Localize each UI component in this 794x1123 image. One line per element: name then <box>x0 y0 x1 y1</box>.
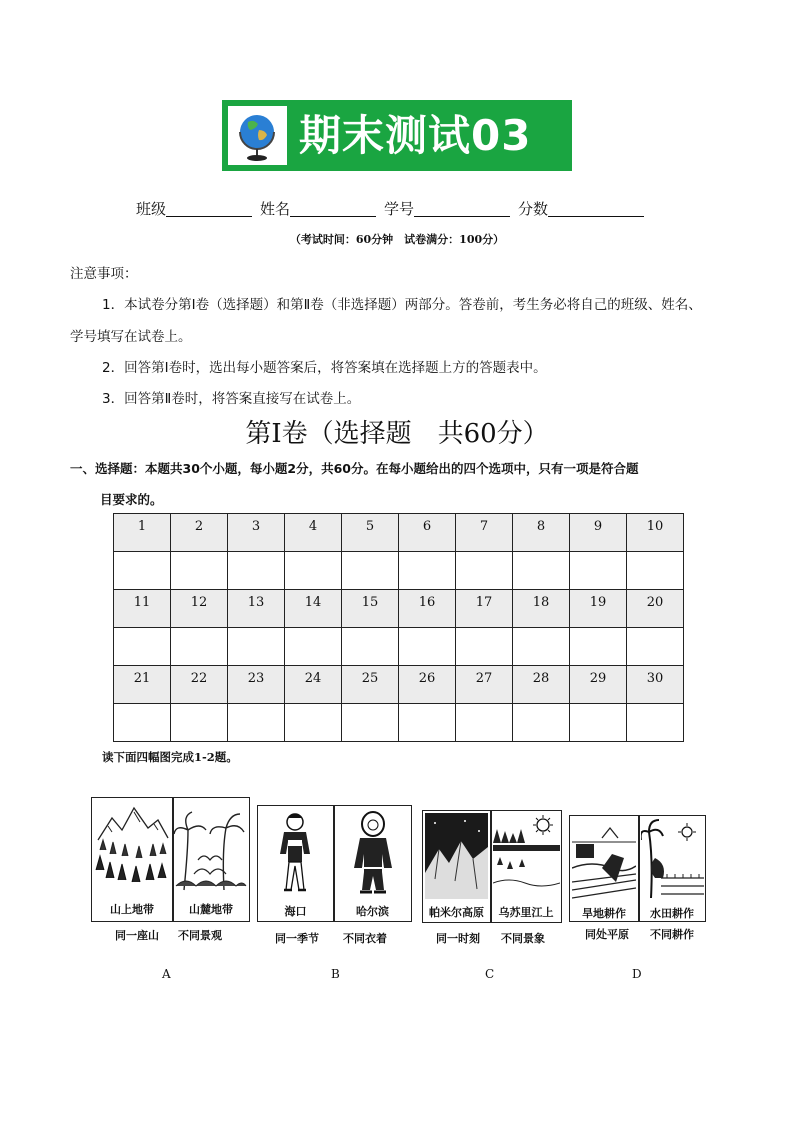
score-label: 分数 <box>518 200 549 218</box>
grid-number: 13 <box>228 590 285 628</box>
note-item-2: 2．回答第Ⅰ卷时，选出每小题答案后，将答案填在选择题上方的答题表中。 <box>102 360 547 376</box>
answer-cell[interactable] <box>285 552 342 590</box>
grid-number: 4 <box>285 514 342 552</box>
figure-d-letter: D <box>632 967 642 981</box>
figure-c-caption-right: 不同景象 <box>501 932 545 945</box>
grid-number: 29 <box>570 666 627 704</box>
figure-c-letter: C <box>485 967 495 981</box>
figure-c-panel <box>422 810 562 923</box>
answer-cell[interactable] <box>513 704 570 742</box>
answer-cell[interactable] <box>342 552 399 590</box>
grid-number: 25 <box>342 666 399 704</box>
grid-number: 7 <box>456 514 513 552</box>
grid-number: 12 <box>171 590 228 628</box>
answer-cell[interactable] <box>399 704 456 742</box>
grid-number: 20 <box>627 590 684 628</box>
answer-cell[interactable] <box>228 628 285 666</box>
grid-number: 14 <box>285 590 342 628</box>
student-info-line <box>136 198 696 219</box>
answer-cell[interactable] <box>570 704 627 742</box>
figure-d-left-label: 旱地耕作 <box>582 907 626 920</box>
exam-title: 期末测试03 <box>299 111 532 160</box>
grid-number: 11 <box>114 590 171 628</box>
grid-number: 23 <box>228 666 285 704</box>
figure-b-left-label: 海口 <box>284 905 307 918</box>
figure-b-caption-left: 同一季节 <box>275 932 319 945</box>
grid-number: 28 <box>513 666 570 704</box>
grid-number: 24 <box>285 666 342 704</box>
grid-number: 15 <box>342 590 399 628</box>
answer-cell[interactable] <box>627 552 684 590</box>
winter-clothing-figure <box>348 810 398 898</box>
title-banner <box>222 100 572 171</box>
grid-number: 17 <box>456 590 513 628</box>
grid-number: 1 <box>114 514 171 552</box>
figure-a-right-label: 山麓地带 <box>189 903 233 916</box>
figure-a-letter: A <box>162 967 171 981</box>
section-title: 第Ⅰ卷（选择题 共60分） <box>245 419 549 449</box>
grid-number: 26 <box>399 666 456 704</box>
name-blank[interactable] <box>290 201 376 217</box>
exam-meta: （考试时间：60分钟 试卷满分：100分） <box>289 233 505 246</box>
figure-d-panel <box>569 815 706 922</box>
figure-c-left-label: 帕米尔高原 <box>429 906 484 919</box>
note-item-1: 1．本试卷分第Ⅰ卷（选择题）和第Ⅱ卷（非选择题）两部分。答卷前，考生务必将自己的班级、姓名、 <box>102 297 702 313</box>
read-prompt: 读下面四幅图完成1-2题。 <box>102 750 238 764</box>
score-blank[interactable] <box>548 201 644 217</box>
pamir-plateau-illustration <box>425 813 488 899</box>
grid-number: 8 <box>513 514 570 552</box>
figure-c-right-label: 乌苏里江上 <box>498 906 554 919</box>
figure-a-caption-left: 同一座山 <box>115 929 159 942</box>
grid-number: 18 <box>513 590 570 628</box>
number-blank[interactable] <box>414 201 510 217</box>
number-label: 学号 <box>384 200 415 218</box>
answer-cell[interactable] <box>399 628 456 666</box>
foothill-jungle-illustration <box>174 800 248 892</box>
answer-cell[interactable] <box>285 628 342 666</box>
answer-cell[interactable] <box>171 704 228 742</box>
grid-number: 2 <box>171 514 228 552</box>
answer-cell[interactable] <box>513 552 570 590</box>
answer-cell[interactable] <box>570 552 627 590</box>
grid-number: 19 <box>570 590 627 628</box>
answer-cell[interactable] <box>114 628 171 666</box>
grid-number: 16 <box>399 590 456 628</box>
answer-cell[interactable] <box>114 704 171 742</box>
figure-d-right-label: 水田耕作 <box>650 907 694 920</box>
grid-number: 5 <box>342 514 399 552</box>
figure-a-panel <box>91 797 250 922</box>
note-item-3: 3．回答第Ⅱ卷时，将答案直接写在试卷上。 <box>102 391 361 407</box>
question-intro: 一、选择题：本题共30个小题，每小题2分，共60分。在每小题给出的四个选项中，只有一项是符合题 <box>70 461 639 476</box>
answer-cell[interactable] <box>228 704 285 742</box>
note-item-1-cont: 学号填写在试卷上。 <box>70 329 192 345</box>
question-intro-cont: 目要求的。 <box>100 492 163 507</box>
answer-cell[interactable] <box>171 628 228 666</box>
answer-cell[interactable] <box>456 552 513 590</box>
notes-heading: 注意事项： <box>70 266 138 282</box>
grid-number: 30 <box>627 666 684 704</box>
grid-number: 21 <box>114 666 171 704</box>
grid-number: 9 <box>570 514 627 552</box>
answer-cell[interactable] <box>399 552 456 590</box>
class-blank[interactable] <box>166 201 252 217</box>
answer-cell[interactable] <box>285 704 342 742</box>
answer-cell[interactable] <box>627 704 684 742</box>
grid-number: 3 <box>228 514 285 552</box>
wusuli-river-illustration <box>493 813 560 899</box>
figure-b-right-label: 哈尔滨 <box>356 905 389 918</box>
answer-cell[interactable] <box>513 628 570 666</box>
grid-number: 6 <box>399 514 456 552</box>
answer-cell[interactable] <box>228 552 285 590</box>
figure-a-left-label: 山上地带 <box>110 903 154 916</box>
grid-number: 27 <box>456 666 513 704</box>
figure-b-panel <box>257 805 412 922</box>
figure-a-caption-right: 不同景观 <box>178 929 222 942</box>
mountain-top-illustration <box>94 800 170 892</box>
answer-cell[interactable] <box>570 628 627 666</box>
grid-number: 10 <box>627 514 684 552</box>
answer-cell[interactable] <box>456 704 513 742</box>
dry-farming-illustration <box>572 818 636 900</box>
figure-b-caption-right: 不同衣着 <box>343 932 387 945</box>
figure-c-caption-left: 同一时刻 <box>436 932 480 945</box>
class-label: 班级 <box>136 200 167 218</box>
figure-d-caption-right: 不同耕作 <box>650 928 694 941</box>
figure-d-caption-left: 同处平原 <box>585 928 629 941</box>
paddy-farming-illustration <box>641 818 704 900</box>
grid-number: 22 <box>171 666 228 704</box>
globe-icon <box>228 106 287 165</box>
answer-cell[interactable] <box>171 552 228 590</box>
answer-grid <box>113 513 684 742</box>
answer-cell[interactable] <box>627 628 684 666</box>
answer-cell[interactable] <box>342 704 399 742</box>
answer-cell[interactable] <box>114 552 171 590</box>
name-label: 姓名 <box>260 200 291 218</box>
answer-cell[interactable] <box>456 628 513 666</box>
figure-b-letter: B <box>331 967 340 981</box>
summer-clothing-figure <box>272 810 318 898</box>
answer-cell[interactable] <box>342 628 399 666</box>
